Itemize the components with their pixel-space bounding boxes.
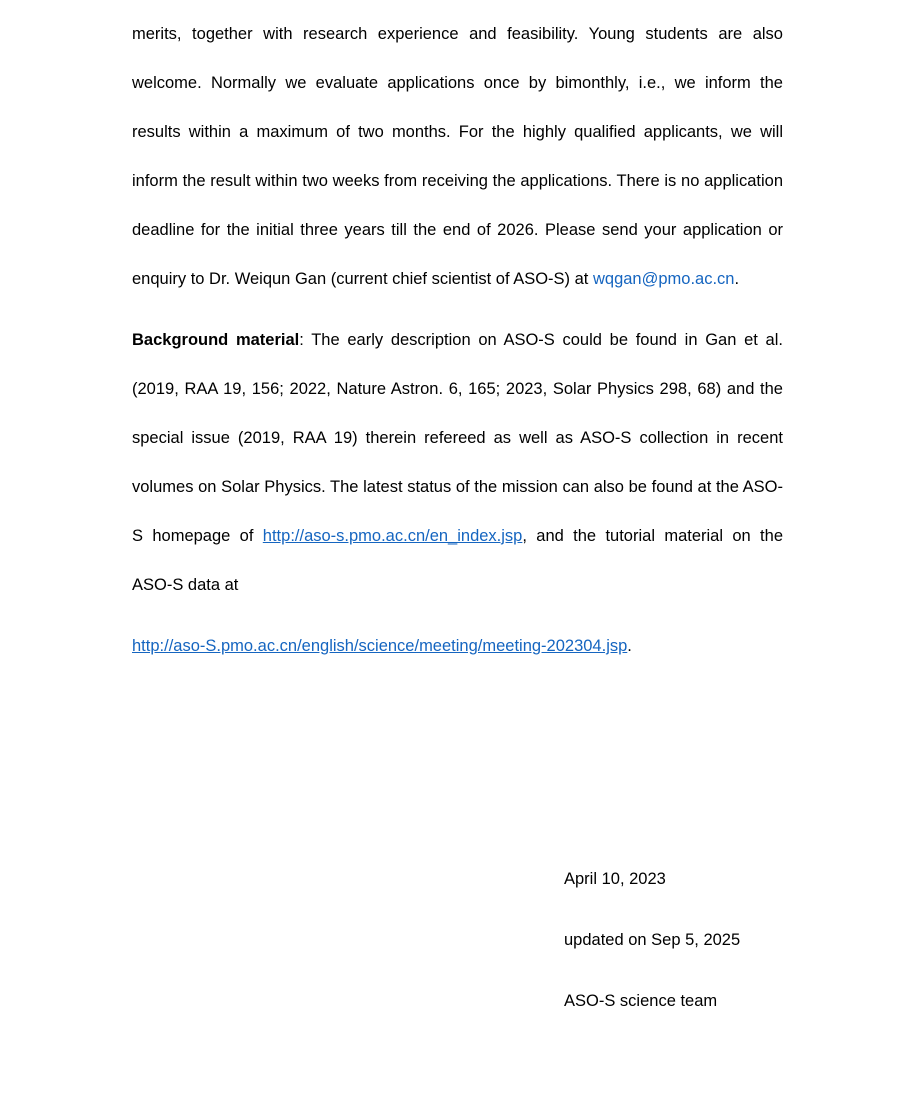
signature-block bbox=[564, 855, 740, 1038]
background-text: : The early description on ASO-S could be found in Gan et al. (2019, RAA 19, 156; 2022, Nature Astron. 6, 165; 2023, Solar Physics 298, 68) and the special issue (2019, RAA 19) therein refereed as well as ASO-S collection in recent volumes on Solar Physics. The latest status of the mission can also be found at the ASO-S homepage of bbox=[132, 331, 783, 545]
homepage-link[interactable]: http://aso-s.pmo.ac.cn/en_index.jsp bbox=[262, 527, 523, 545]
paragraph-end-period: . bbox=[734, 270, 740, 288]
paragraph-tutorial-link bbox=[132, 622, 783, 671]
paragraph-application-info bbox=[132, 10, 783, 304]
background-heading: Background material bbox=[132, 331, 300, 349]
paragraph-background bbox=[132, 316, 783, 610]
email-link[interactable]: wqgan@pmo.ac.cn bbox=[592, 270, 735, 288]
signature-team: ASO-S science team bbox=[564, 992, 718, 1010]
signature-updated: updated on Sep 5, 2025 bbox=[564, 931, 741, 949]
paragraph-application-text: merits, together with research experience and feasibility. Young students are also welcome. Normally we evaluate applications once by bimonthly, i.e., we inform the results within a maximum of two months. For the highly qualified applicants, we will inform the result within two weeks from receiving the applications. There is no application deadline for the initial three years till the end of 2026. Please send your application or enquiry to Dr. Weiqun Gan (current chief scientist of ASO-S) at bbox=[132, 25, 783, 288]
tutorial-end-period: . bbox=[627, 637, 632, 655]
signature-date: April 10, 2023 bbox=[564, 870, 666, 888]
tutorial-link[interactable]: http://aso-S.pmo.ac.cn/english/science/meeting/meeting-202304.jsp bbox=[132, 637, 628, 655]
background-text-after-link: , and the tutorial material on the ASO-S data at bbox=[132, 527, 783, 594]
document-body bbox=[132, 0, 783, 671]
